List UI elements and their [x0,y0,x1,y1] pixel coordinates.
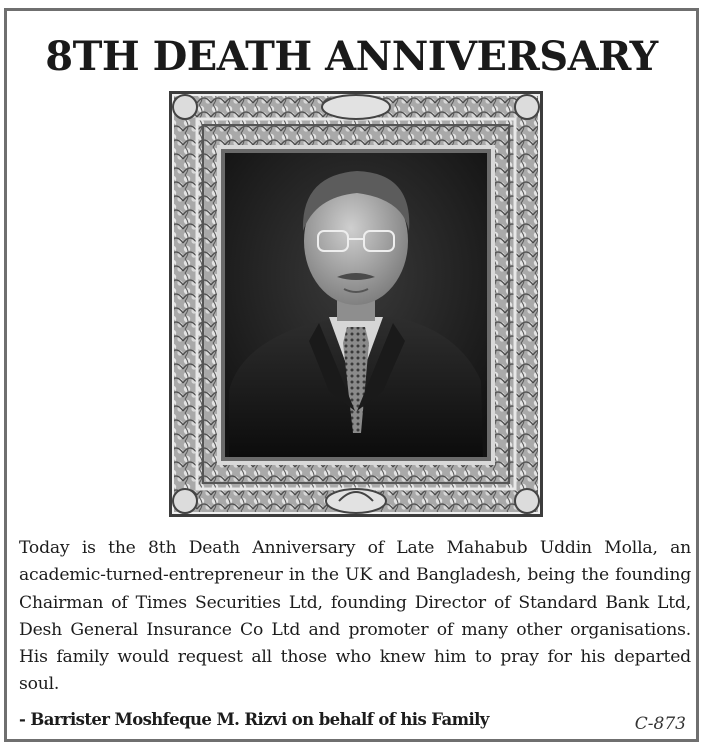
notice-box [4,8,699,742]
signature: - Barrister Moshfeque M. Rizvi on behalf of his Family [19,710,489,729]
ad-code: C-873 [634,714,686,734]
ornate-frame [169,91,543,517]
notice-body: Today is the 8th Death Anniversary of Late Mahabub Uddin Molla, an academic-turned-entrepreneur in the UK and Bangladesh, being the founding Chairman of Times Securities Ltd, founding Director of Standard Bank Ltd, Desh General Insurance Co Ltd and promoter of many other organisations. His family would request all those who knew him to pray for his departed soul. [19,538,691,695]
portrait-image [169,91,543,517]
notice-title: 8TH DEATH ANNIVERSARY [45,33,658,80]
